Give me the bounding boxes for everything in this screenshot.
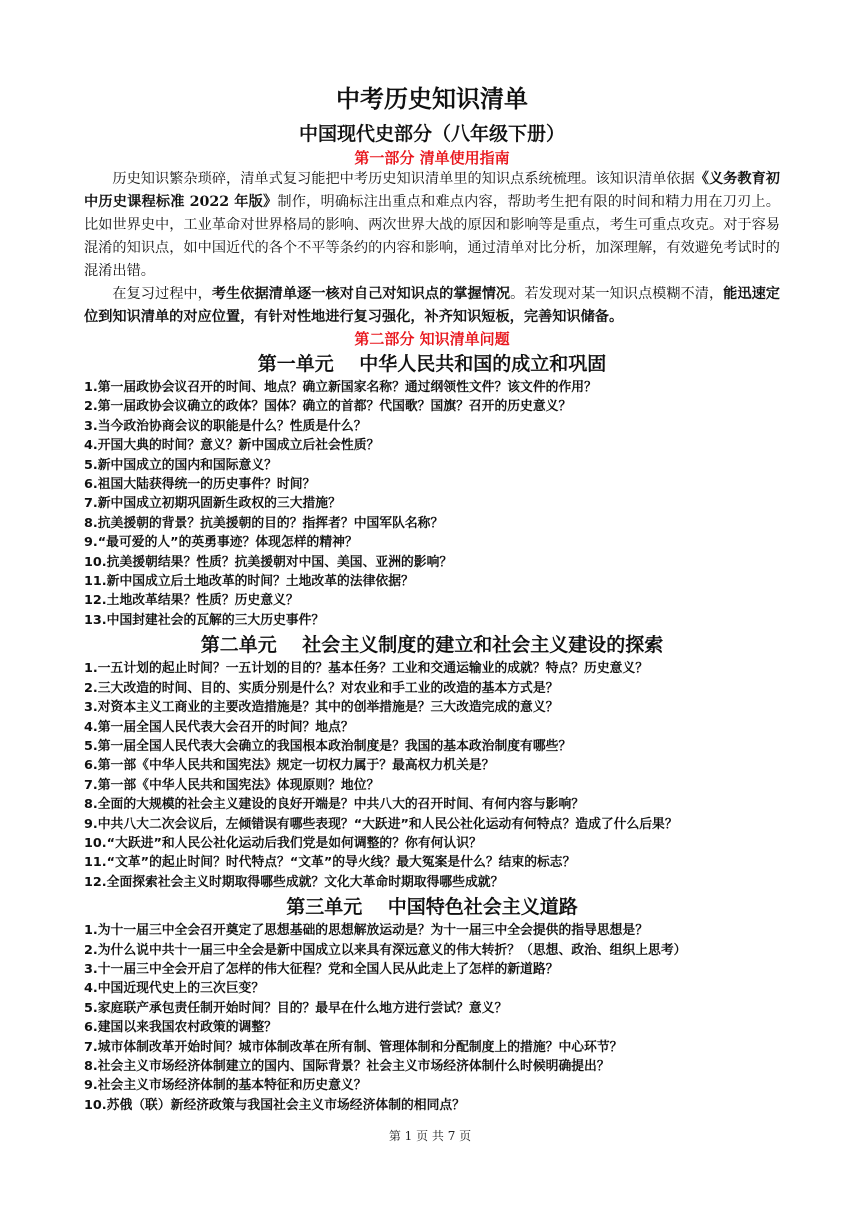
question-item: 13.中国封建社会的瓦解的三大历史事件？	[84, 612, 325, 628]
question-item: 10.“大跃进”和人民公社化运动后我们党是如何调整的？你有何认识？	[84, 835, 482, 851]
question-item: 4.中国近现代史上的三次巨变？	[84, 981, 265, 997]
question-item: 3.十一届三中全会开启了怎样的伟大征程？党和全国人民从此走上了怎样的新道路？	[84, 961, 559, 977]
question-item: 9.“最可爱的人”的英勇事迹？体现怎样的精神？	[84, 535, 358, 551]
question-item: 5.第一届全国人民代表大会确立的我国根本政治制度是？我国的基本政治制度有哪些？	[84, 738, 572, 754]
question-item: 5.新中国成立的国内和国际意义？	[84, 457, 277, 473]
unit-2-questions	[84, 659, 780, 892]
question-item: 12.全面探索社会主义时期取得哪些成就？文化大革命时期取得哪些成就？	[84, 874, 504, 890]
question-item: 5.家庭联产承包责任制开始时间？目的？最早在什么地方进行尝试？意义？	[84, 1000, 508, 1016]
question-item: 2.三大改造的时间、目的、实质分别是什么？对农业和手工业的改造的基本方式是？	[84, 680, 559, 696]
question-item: 3.当今政治协商会议的职能是什么？性质是什么？	[84, 418, 367, 434]
question-item: 4.第一届全国人民代表大会召开的时间？地点？	[84, 719, 354, 735]
question-item: 9.中共八大二次会议后，左倾错误有哪些表现？“大跃进”和人民公社化运动有何特点？造成了什么后果？	[84, 816, 678, 832]
question-item: 1.为十一届三中全会召开奠定了思想基础的思想解放运动是？为十一届三中全会提供的指导思想是？	[84, 923, 649, 939]
part2-heading: 第二部分 知识清单问题	[354, 330, 510, 348]
question-item: 8.社会主义市场经济体制建立的国内、国际背景？社会主义市场经济体制什么时候明确提出？	[84, 1059, 610, 1074]
question-item: 6.建国以来我国农村政策的调整？	[84, 1020, 277, 1036]
unit-3-title: 第三单元 中国特色社会主义道路	[286, 896, 578, 919]
guide-paragraph-1: 历史知识繁杂琐碎，清单式复习能把中考历史知识清单里的知识点系统梳理。该知识清单依据《义务教育初中历史课程标准 2022 年版》制作，明确标注出重点和难点内容，帮助考生把有限的时间和精力用在刀刃上。比如世界史中，工业革命对世界格局的影响、两次世界大战的原因和影响等是重点，考生可重点攻克。对于容易混淆的知识点，如中国近代的各个不平等条约的内容和影响，通过清单对比分析，加深理解，有效避免考试时的混淆出错。	[84, 171, 780, 279]
unit-2-title: 第二单元 社会主义制度的建立和社会主义建设的探索	[200, 634, 664, 657]
question-item: 6.祖国大陆获得统一的历史事件？时间？	[84, 477, 316, 493]
document-subtitle: 中国现代史部分（八年级下册）	[298, 123, 565, 145]
question-item: 10.苏俄（联）新经济政策与我国社会主义市场经济体制的相同点？	[84, 1097, 465, 1113]
page-footer: 第 1 页 共 7 页	[388, 1129, 472, 1143]
unit-3-questions	[84, 921, 780, 1115]
question-item: 12.土地改革结果？性质？历史意义？	[84, 593, 299, 609]
part1-heading: 第一部分 清单使用指南	[354, 149, 510, 167]
question-item: 6.第一部《中华人民共和国宪法》规定一切权力属于？最高权力机关是？	[84, 758, 495, 774]
question-item: 4.开国大典的时间？意义？新中国成立后社会性质？	[84, 438, 380, 454]
unit-1-questions	[84, 378, 780, 630]
question-item: 1.第一届政协会议召开的时间、地点？确立新国家名称？通过纲领性文件？该文件的作用？	[84, 380, 597, 395]
document-title: 中考历史知识清单	[336, 85, 528, 113]
question-item: 9.社会主义市场经济体制的基本特征和历史意义？	[84, 1078, 367, 1094]
question-item: 10.抗美援朝结果？性质？抗美援朝对中国、美国、亚洲的影响？	[84, 554, 453, 570]
question-item: 7.新中国成立初期巩固新生政权的三大措施？	[84, 496, 341, 512]
question-item: 1.一五计划的起止时间？一五计划的目的？基本任务？工业和交通运输业的成就？特点？历史意义？	[84, 661, 649, 677]
question-item: 8.抗美援朝的背景？抗美援朝的目的？指挥者？中国军队名称？	[84, 515, 444, 531]
question-item: 2.第一届政协会议确立的政体？国体？确立的首都？代国歌？国旗？召开的历史意义？	[84, 399, 572, 415]
question-item: 7.第一部《中华人民共和国宪法》体现原则？地位？	[84, 777, 380, 793]
guide-paragraph-2: 在复习过程中，考生依据清单逐一核对自己对知识点的掌握情况。若发现对某一知识点模糊不清，能迅速定位到知识清单的对应位置，有针对性地进行复习强化，补齐知识短板，完善知识储备。	[84, 286, 780, 325]
document-page	[84, 84, 780, 1115]
question-item: 11.新中国成立后土地改革的时间？土地改革的法律依据？	[84, 574, 414, 590]
question-item: 8.全面的大规模的社会主义建设的良好开端是？中共八大的召开时间、有何内容与影响？	[84, 797, 585, 813]
question-item: 7.城市体制改革开始时间？城市体制改革在所有制、管理体制和分配制度上的措施？中心环节？	[84, 1039, 623, 1055]
question-item: 3.对资本主义工商业的主要改造措施是？其中的创举措施是？三大改造完成的意义？	[84, 700, 559, 716]
unit-1-title: 第一单元 中华人民共和国的成立和巩固	[257, 353, 607, 375]
question-item: 2.为什么说中共十一届三中全会是新中国成立以来具有深远意义的伟大转折？（思想、政治、组织上思考）	[84, 942, 687, 958]
question-item: 11.“文革”的起止时间？时代特点？“文革”的导火线？最大冤案是什么？结束的标志？	[84, 855, 576, 871]
